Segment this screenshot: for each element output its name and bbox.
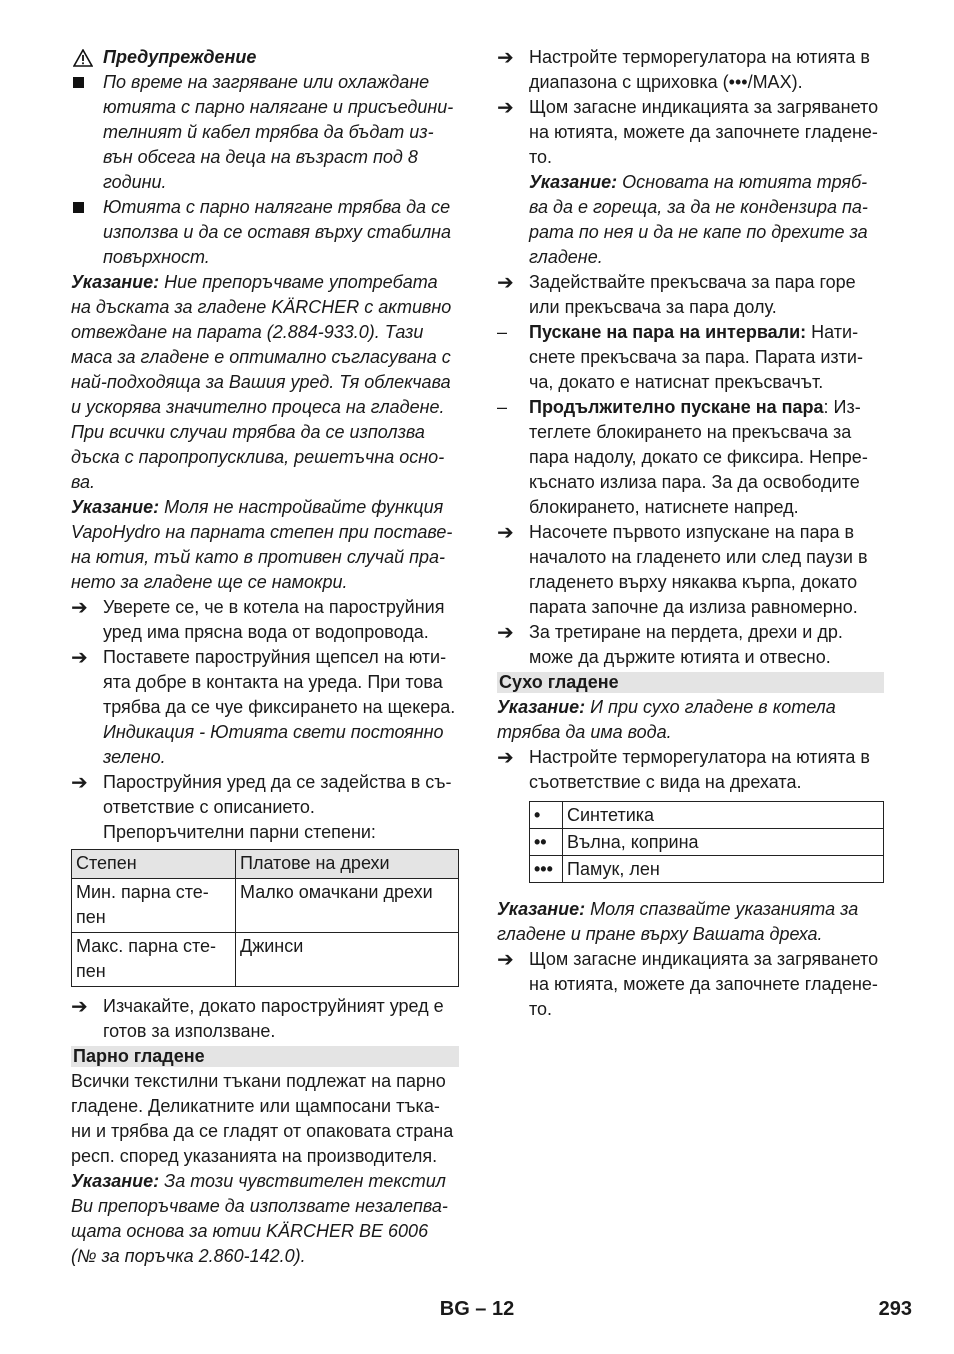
- table-cell: •••: [530, 856, 563, 883]
- warning-item: По време на загряване или охлаждане ютията с парно налягане и присъедини- телният й кабел трябва да бъдат из- вън обсега на деца на възраст под 8 години.: [71, 70, 459, 195]
- table-cell: Синтетика: [563, 802, 884, 829]
- dash-item: – Пускане на пара на интервали: Нати- снете прекъсвача за пара. Парата изти- ча, докато е натиснат прекъсвачът.: [497, 322, 863, 392]
- note-paragraph: Указание: И при сухо гладене в котела трябва да има вода.: [497, 697, 836, 742]
- table-header-cell: Платове на дрехи: [236, 850, 459, 879]
- warning-heading: Предупреждение: [71, 45, 459, 70]
- arrow-right-icon: ➔: [71, 645, 88, 669]
- section-heading: Парно гладене: [71, 1046, 459, 1067]
- step-item: ➔ Пароструйния уред да се задейства в съ- ответствие с описанието. Препоръчителни парни степени:: [71, 770, 452, 842]
- section-heading: Сухо гладене: [497, 672, 884, 693]
- table-cell: Вълна, коприна: [563, 829, 884, 856]
- step-item: ➔ Щом загасне индикацията за загряването на ютията, можете да започнете гладене- то.: [497, 95, 879, 167]
- table-cell: •: [530, 802, 563, 829]
- step-item: ➔ Изчакайте, докато пароструйният уред е готов за използване.: [71, 994, 444, 1041]
- table-row: [72, 879, 459, 933]
- arrow-right-icon: ➔: [71, 994, 88, 1018]
- body-paragraph: Всички текстилни тъкани подлежат на парно гладене. Деликатните или щампосани тъка- ни и трябва да се гладят от опаковата страна респ. според указанията на производителя.: [71, 1071, 454, 1166]
- step-item: ➔ Поставете пароструйния щепсел на юти- ята добре в контакта на уреда. При това трябва да се чуе фиксирането на щекера. Индикация - Ютията свети постоянно зелено.: [71, 645, 456, 767]
- arrow-right-icon: ➔: [497, 745, 514, 769]
- arrow-right-icon: ➔: [497, 947, 514, 971]
- fabric-setting-table: [529, 801, 884, 883]
- dash-bullet-icon: –: [497, 397, 508, 417]
- arrow-right-icon: ➔: [497, 620, 514, 644]
- note-paragraph: Указание: Моля не настройвайте функция VapoHydro на парната степен при поставе- на ютия, тъй като в противен случай пра- нето за гладене ще се намокри.: [71, 497, 453, 592]
- arrow-right-icon: ➔: [497, 270, 514, 294]
- square-bullet-icon: [71, 195, 99, 220]
- page-number: 293: [878, 1298, 912, 1320]
- step-item: ➔ Уверете се, че в котела на пароструйния уред има прясна вода от водопровода.: [71, 595, 445, 642]
- table-row: [530, 829, 884, 856]
- table-cell: Малко омачкани дрехи: [236, 879, 459, 933]
- table-cell: Памук, лен: [563, 856, 884, 883]
- step-item: ➔ За третиране на пердета, дрехи и др. може да държите ютията и отвесно.: [497, 620, 843, 667]
- arrow-right-icon: ➔: [497, 520, 514, 544]
- arrow-right-icon: ➔: [71, 770, 88, 794]
- step-item: ➔ Задействайте прекъсвача за пара горе или прекъсвача за пара долу.: [497, 270, 856, 317]
- note-paragraph: Указание: Ние препоръчваме употребата на дъската за гладене KÄRCHER с активно отвеждане на парата (2.884-933.0). Тази маса за гладене е оптимално съгласувана с най-подходяща за Вашия уред. Тя облекчава и ускорява значително процеса на гладене. При всички случаи трябва да се използва дъска с паропропусклива, решетъчна осно- ва.: [71, 272, 452, 492]
- table-cell: ••: [530, 829, 563, 856]
- left-column: [71, 45, 459, 1269]
- arrow-right-icon: ➔: [71, 595, 88, 619]
- table-cell: Макс. парна сте- пен: [72, 933, 236, 987]
- step-item: ➔ Насочете първото изпускане на пара в началото на гладенето или след паузи в гладенето върху някаква кърпа, докато парата започне да излиза равномерно.: [497, 520, 868, 617]
- square-bullet-icon: [71, 70, 99, 95]
- warning-item: Ютията с парно налягане трябва да се използва и да се оставя върху стабилна повърхност.: [71, 195, 459, 270]
- table-cell: Джинси: [236, 933, 459, 987]
- right-column: [497, 45, 884, 1022]
- note-paragraph: Указание: За този чувствителен текстил Ви препоръчваме да използвате незалепва- щата основа за ютии KÄRCHER BE 6006 (№ за поръчка 2.860-142.0).: [71, 1171, 448, 1266]
- table-row: [72, 933, 459, 987]
- step-item: ➔ Настройте терморегулатора на ютията в диапазона с щриховка (•••/MAX).: [497, 45, 870, 92]
- table-row: [530, 802, 884, 829]
- table-row: [530, 856, 884, 883]
- step-item: ➔ Настройте терморегулатора на ютията в съответствие с вида на дрехата.: [497, 745, 870, 792]
- note-paragraph: Указание: Основата на ютията тряб- ва да е гореща, за да не кондензира па- рата по нея и да не капе по дрехите за гладене.: [529, 172, 868, 267]
- steam-level-table: [71, 849, 459, 987]
- note-paragraph: Указание: Моля спазвайте указанията за гладене и пране върху Вашата дреха.: [497, 899, 859, 944]
- dash-item: – Продължително пускане на пара: Из- теглете блокирането на прекъсвача за пара надолу, докато се фиксира. Непре- къснато излиза пара. За да освободите блокирането, натиснете напред.: [497, 397, 868, 517]
- table-header-row: [72, 850, 459, 879]
- table-cell: Мин. парна сте- пен: [72, 879, 236, 933]
- dash-bullet-icon: –: [497, 322, 508, 342]
- step-item: ➔ Щом загасне индикацията за загряването на ютията, можете да започнете гладене- то.: [497, 947, 879, 1019]
- page-label: BG – 12: [439, 1298, 515, 1320]
- arrow-right-icon: ➔: [497, 45, 514, 69]
- table-header-cell: Степен: [72, 850, 236, 879]
- arrow-right-icon: ➔: [497, 95, 514, 119]
